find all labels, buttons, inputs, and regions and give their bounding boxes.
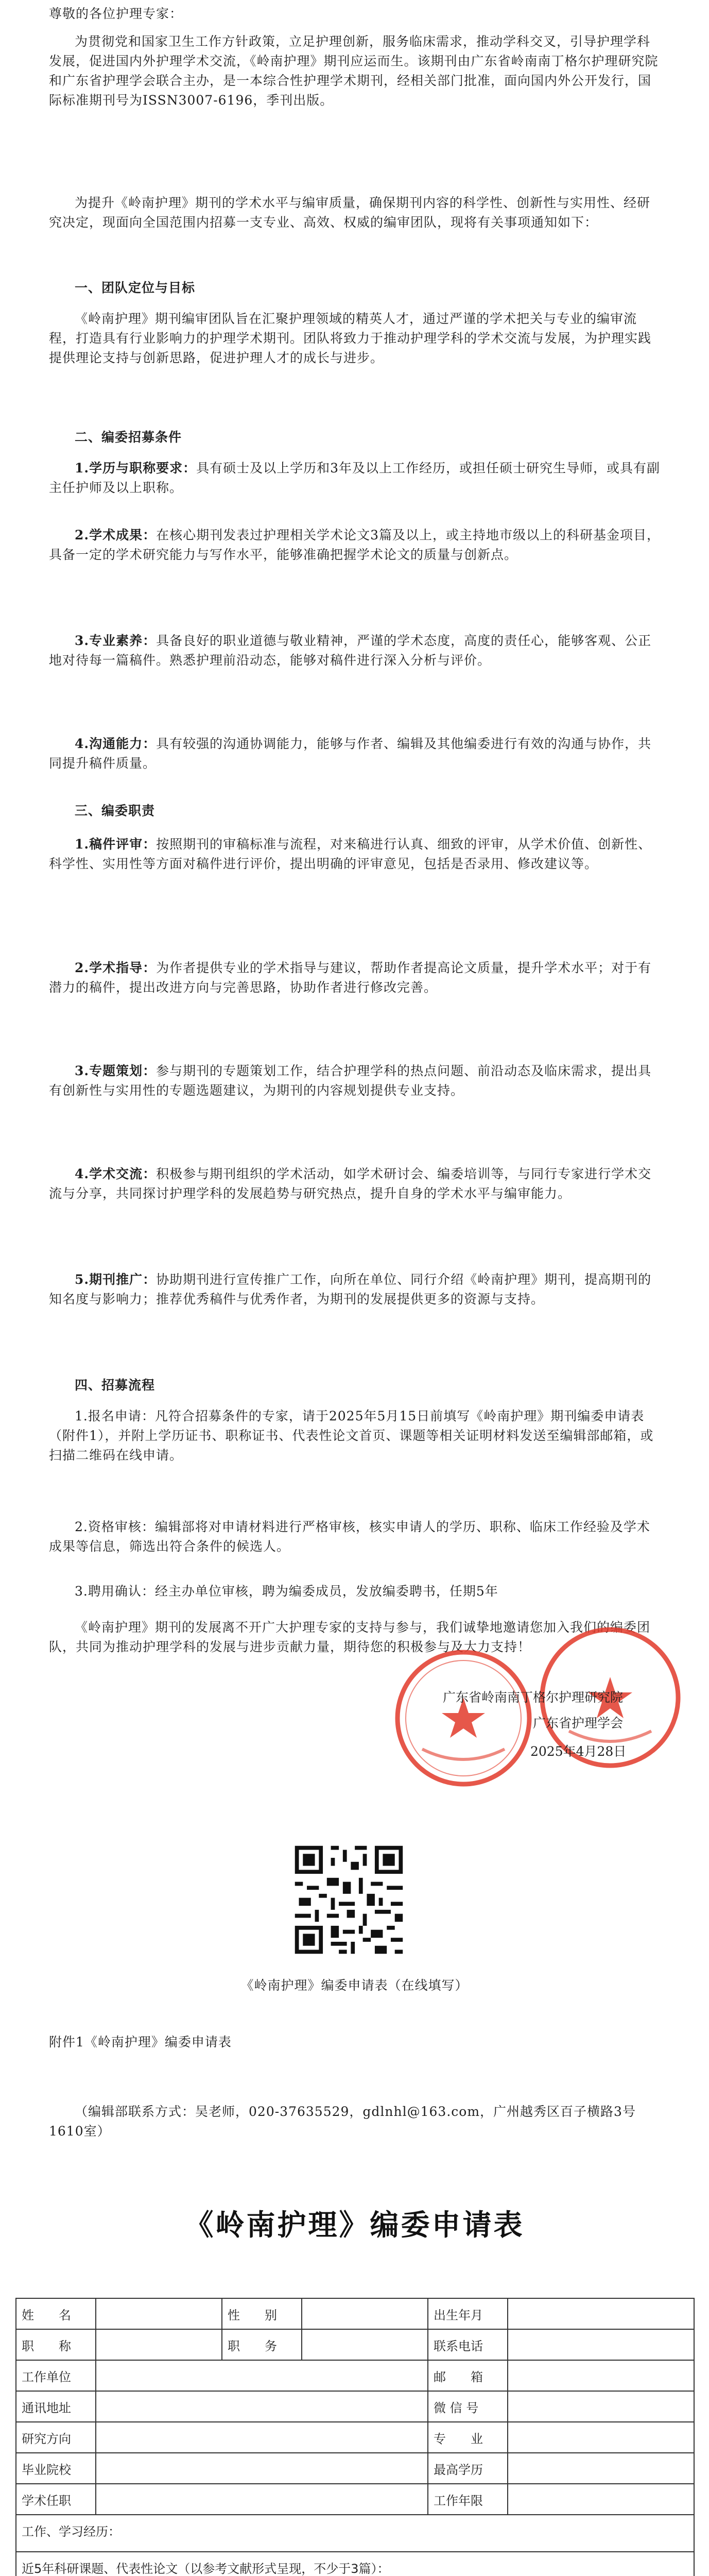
closing-paragraph: 《岭南护理》期刊的发展离不开广大护理专家的支持与参与，我们诚挚地邀请您加入我们的编委团队，共同为推动护理学科的发展与进步贡献力量，期待您的积极参与及大力支持！ xyxy=(49,1620,651,1654)
worktime-field[interactable] xyxy=(508,2484,694,2515)
duty-4-text: 积极参与期刊组织的学术活动，如学术研讨会、编委培训等，与同行专家进行学术交流与分享，共同探讨护理学科的发展趋势与研究热点，提升自身的学术水平与编审能力。 xyxy=(49,1166,652,1201)
wechat-field[interactable] xyxy=(508,2391,694,2422)
papers-field[interactable] xyxy=(16,2552,694,2576)
form-row xyxy=(16,2552,694,2576)
duty-2-label: 2.学术指导： xyxy=(75,960,157,975)
process-3: 3.聘用确认：经主办单位审核，聘为编委成员，发放编委聘书，任期5年 xyxy=(75,1584,498,1599)
name-field[interactable] xyxy=(96,2298,222,2329)
duty-label: 职 务 xyxy=(222,2329,302,2360)
duty-1-label: 1.稿件评审： xyxy=(75,837,157,852)
qr-code[interactable] xyxy=(291,1842,407,1958)
degree-field[interactable] xyxy=(508,2453,694,2484)
signature-date: 2025年4月28日 xyxy=(530,1744,627,1759)
process-2: 2.资格审核：编辑部将对申请材料进行严格审核，核实申请人的学历、职称、临床工作经验及学术成果等信息，筛选出符合条件的候选人。 xyxy=(49,1519,650,1554)
form-row xyxy=(16,2453,694,2484)
duty-3 xyxy=(49,1061,662,1100)
form-row xyxy=(16,2484,694,2515)
form-title: 《岭南护理》编委申请表 xyxy=(184,2209,525,2242)
requirement-3 xyxy=(49,631,662,670)
attachment-note: 附件1《岭南护理》编委申请表 xyxy=(49,2035,232,2049)
application-form xyxy=(15,2298,695,2576)
form-row xyxy=(16,2298,694,2329)
duty-5-text: 协助期刊进行宣传推广工作，向所在单位、同行介绍《岭南护理》期刊，提高期刊的知名度与影响力；推荐优秀稿件与优秀作者，为期刊的发展提供更多的资源与支持。 xyxy=(49,1272,652,1307)
form-row xyxy=(16,2329,694,2360)
section-1-text: 《岭南护理》期刊编审团队旨在汇聚护理领域的精英人才，通过严谨的学术把关与专业的编审流程，打造具有行业影响力的护理学术期刊。团队将致力于推动护理学科的学术交流与发展，为护理实践提供理论支持与创新思路，促进护理人才的成长与进步。 xyxy=(49,311,652,365)
form-row xyxy=(16,2422,694,2453)
research-field[interactable] xyxy=(96,2422,428,2453)
requirement-3-label: 3.专业素养： xyxy=(75,633,157,648)
seal-institute xyxy=(391,1646,535,1790)
major-label: 专 业 xyxy=(428,2422,508,2453)
tenure-field[interactable] xyxy=(96,2484,428,2515)
intro-paragraph-1: 为贯彻党和国家卫生工作方针政策，立足护理创新，服务临床需求，推动学科交叉，引导护理学科发展，促进国内外护理学术交流，《岭南护理》期刊应运而生。该期刊由广东省岭南南丁格尔护理研究院和广东省护理学会联合主办，是一本综合性护理学术期刊，经相关部门批准，面向国内外公开发行，国际标准期刊号为ISSN3007-6196，季刊出版。 xyxy=(49,34,659,108)
section-2-title: 二、编委招募条件 xyxy=(75,430,182,445)
section-4-title: 四、招募流程 xyxy=(75,1378,155,1393)
birth-label: 出生年月 xyxy=(428,2298,508,2329)
requirement-1 xyxy=(49,459,662,498)
research-label: 研究方向 xyxy=(16,2422,96,2453)
school-field[interactable] xyxy=(96,2453,428,2484)
school-label: 毕业院校 xyxy=(16,2453,96,2484)
signature-association: 广东省护理学会 xyxy=(533,1716,624,1731)
phone-field[interactable] xyxy=(508,2329,694,2360)
requirement-3-text: 具备良好的职业道德与敬业精神，严谨的学术态度，高度的责任心，能够客观、公正地对待每一篇稿件。熟悉护理前沿动态，能够对稿件进行深入分析与评价。 xyxy=(49,633,652,668)
requirement-2-text: 在核心期刊发表过护理相关学术论文3篇及以上，或主持地市级以上的科研基金项目，具备一定的学术研究能力与写作水平，能够准确把握学术论文的质量与创新点。 xyxy=(49,528,661,562)
tenure-label: 学术任职 xyxy=(16,2484,96,2515)
requirement-2-label: 2.学术成果： xyxy=(75,528,157,543)
email-label: 邮 箱 xyxy=(428,2360,508,2391)
major-field[interactable] xyxy=(508,2422,694,2453)
gender-label: 性 别 xyxy=(222,2298,302,2329)
requirement-2 xyxy=(49,526,662,565)
duty-field[interactable] xyxy=(302,2329,428,2360)
phone-label: 联系电话 xyxy=(428,2329,508,2360)
form-row xyxy=(16,2360,694,2391)
gender-field[interactable] xyxy=(302,2298,428,2329)
name-label: 姓 名 xyxy=(16,2298,96,2329)
unit-label: 工作单位 xyxy=(16,2360,96,2391)
history-label: 工作、学习经历： xyxy=(22,2524,120,2539)
degree-label: 最高学历 xyxy=(428,2453,508,2484)
duty-4-label: 4.学术交流： xyxy=(75,1166,157,1181)
contact-info: （编辑部联系方式：吴老师，020-37635529，gdlnhl@163.com，广州越秀区百子横路3号1610室） xyxy=(49,2104,636,2139)
duty-1-text: 按照期刊的审稿标准与流程，对来稿进行认真、细致的评审，从学术价值、创新性、科学性、实用性等方面对稿件进行评价，提出明确的评审意见，包括是否录用、修改建议等。 xyxy=(49,837,652,871)
duty-3-label: 3.专题策划： xyxy=(75,1063,157,1078)
intro-paragraph-2: 为提升《岭南护理》期刊的学术水平与编审质量，确保期刊内容的科学性、创新性与实用性、经研究决定，现面向全国范围内招募一支专业、高效、权威的编审团队，现将有关事项通知如下： xyxy=(49,195,651,230)
process-1: 1.报名申请：凡符合招募条件的专家，请于2025年5月15日前填写《岭南护理》期刊编委申请表（附件1），并附上学历证书、职称证书、代表性论文首页、课题等相关证明材料发送至编辑部邮箱，或扫描二维码在线申请。 xyxy=(49,1409,654,1463)
duty-2-text: 为作者提供专业的学术指导与建议，帮助作者提高论文质量，提升学术水平；对于有潜力的稿件，提出改进方向与完善思路，协助作者进行修改完善。 xyxy=(49,960,652,995)
unit-field[interactable] xyxy=(96,2360,428,2391)
papers-label: 近5年科研课题、代表性论文（以参考文献形式呈现，不少于3篇）： xyxy=(22,2562,390,2576)
duty-5-label: 5.期刊推广： xyxy=(75,1272,157,1287)
duty-4 xyxy=(49,1164,662,1204)
title-field[interactable] xyxy=(96,2329,222,2360)
salutation: 尊敬的各位护理专家： xyxy=(49,6,183,21)
requirement-1-text: 具有硕士及以上学历和3年及以上工作经历，或担任硕士研究生导师，或具有副主任护师及以上职称。 xyxy=(49,461,661,495)
worktime-label: 工作年限 xyxy=(428,2484,508,2515)
wechat-label: 微 信 号 xyxy=(428,2391,508,2422)
title-label: 职 称 xyxy=(16,2329,96,2360)
requirement-1-label: 1.学历与职称要求： xyxy=(75,461,197,476)
email-field[interactable] xyxy=(508,2360,694,2391)
requirement-4-label: 4.沟通能力： xyxy=(75,736,157,751)
requirement-4-text: 具有较强的沟通协调能力，能够与作者、编辑及其他编委进行有效的沟通与协作，共同提升稿件质量。 xyxy=(49,736,652,771)
signature-institute: 广东省岭南南丁格尔护理研究院 xyxy=(443,1690,624,1705)
history-field[interactable] xyxy=(16,2515,694,2552)
duty-1 xyxy=(49,835,662,874)
duty-2 xyxy=(49,958,662,997)
birth-field[interactable] xyxy=(508,2298,694,2329)
address-field[interactable] xyxy=(96,2391,428,2422)
qr-caption: 《岭南护理》编委申请表（在线填写） xyxy=(240,1978,469,1993)
section-1-title: 一、团队定位与目标 xyxy=(75,280,196,295)
section-3-title: 三、编委职责 xyxy=(75,803,155,818)
form-row xyxy=(16,2515,694,2552)
duty-3-text: 参与期刊的专题策划工作，结合护理学科的热点问题、前沿动态及临床需求，提出具有创新性与实用性的专题选题建议，为期刊的内容规划提供专业支持。 xyxy=(49,1063,652,1098)
form-row xyxy=(16,2391,694,2422)
duty-5 xyxy=(49,1270,662,1309)
requirement-4 xyxy=(49,734,662,773)
address-label: 通讯地址 xyxy=(16,2391,96,2422)
